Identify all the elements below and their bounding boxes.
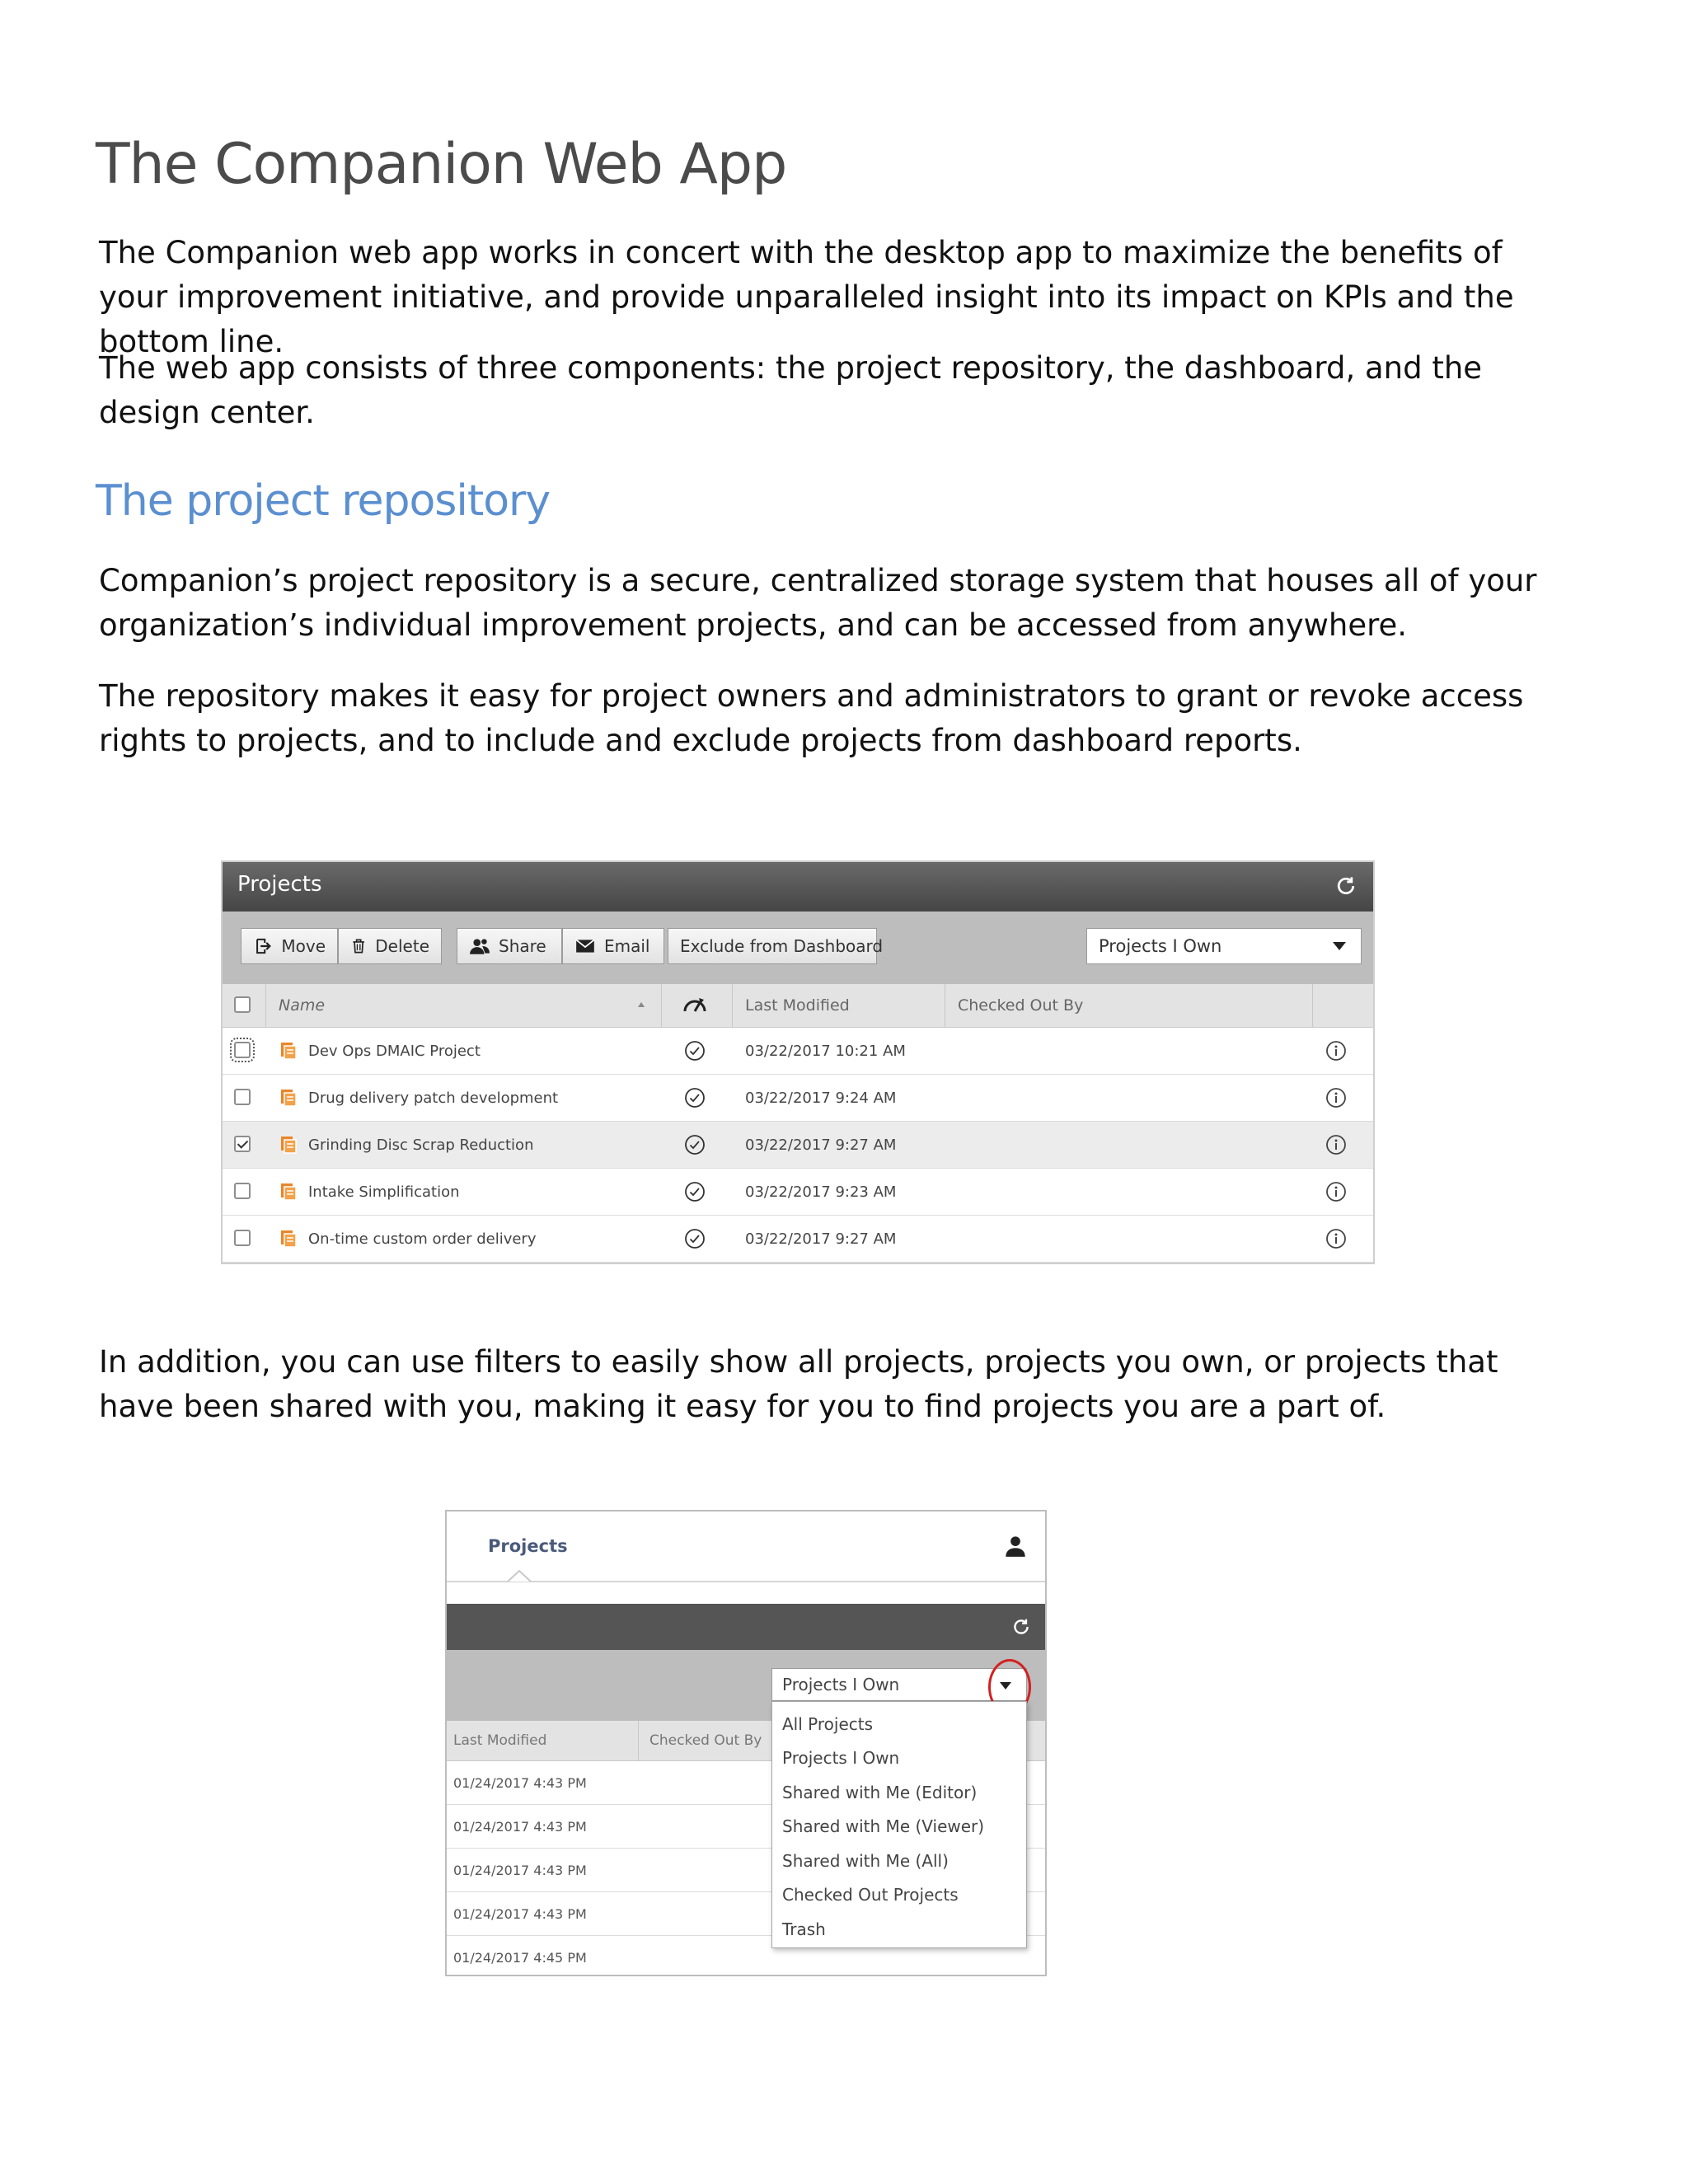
last-modified-cell: 03/22/2017 10:21 AM — [745, 1042, 906, 1060]
projects-screenshot — [221, 860, 1375, 1264]
project-file-icon — [279, 1229, 298, 1249]
checked-in-icon — [684, 1087, 706, 1108]
delete-label: Delete — [375, 936, 429, 956]
row-checkbox[interactable] — [234, 1230, 251, 1246]
filters-paragraph: In addition, you can use filters to easily show all projects, projects you own, or projects that have been shared with you, making it easy for you to find projects you are a part of. — [99, 1344, 1498, 1424]
exclude-label: Exclude from Dashboard — [680, 936, 884, 956]
menu-item-checked-out[interactable]: Checked Out Projects — [782, 1885, 959, 1905]
table-header-row — [223, 984, 1373, 1028]
menu-item-shared-editor[interactable]: Shared with Me (Editor) — [782, 1782, 978, 1802]
last-modified-cell: 03/22/2017 9:23 AM — [745, 1183, 897, 1201]
table-row[interactable] — [223, 1122, 1373, 1169]
share-button[interactable] — [457, 928, 562, 964]
row-checkbox[interactable] — [234, 1136, 251, 1152]
last-modified-cell: 01/24/2017 4:43 PM — [453, 1774, 587, 1791]
top-nav — [447, 1511, 1045, 1582]
components-paragraph: The web app consists of three components: the project repository, the dashboard, and the design center. — [99, 350, 1483, 430]
project-file-icon — [279, 1088, 298, 1108]
repository-paragraph-1: Companion’s project repository is a secure, centralized storage system that houses all of your organization’s individual improvement projects, and can be accessed from anywhere. — [99, 563, 1537, 643]
email-label: Email — [604, 936, 650, 956]
table-row[interactable] — [223, 1028, 1373, 1075]
info-icon[interactable] — [1325, 1228, 1347, 1249]
envelope-icon — [574, 935, 596, 957]
checkin-status-column-icon — [682, 995, 707, 1016]
column-checked-out-by[interactable]: Checked Out By — [958, 996, 1084, 1015]
page-title: The Companion Web App — [96, 132, 787, 197]
filter-dropdown-menu — [771, 1701, 1027, 1948]
filter-dropdown-screenshot — [445, 1510, 1047, 1976]
checked-in-icon — [684, 1181, 706, 1202]
chevron-down-icon — [1333, 942, 1346, 950]
project-filter-select[interactable] — [771, 1668, 1027, 1701]
checked-in-icon — [684, 1134, 706, 1155]
column-last-modified[interactable]: Last Modified — [453, 1732, 547, 1749]
project-name[interactable]: Intake Simplification — [308, 1183, 460, 1201]
info-icon[interactable] — [1325, 1040, 1347, 1062]
share-users-icon — [469, 935, 490, 957]
project-file-icon — [279, 1182, 298, 1202]
menu-item-shared-all[interactable]: Shared with Me (All) — [782, 1850, 949, 1871]
move-icon — [253, 935, 273, 957]
last-modified-cell: 01/24/2017 4:45 PM — [453, 1949, 587, 1966]
project-name[interactable]: Grinding Disc Scrap Reduction — [308, 1136, 534, 1154]
menu-item-all-projects[interactable]: All Projects — [782, 1713, 873, 1734]
last-modified-cell: 03/22/2017 9:24 AM — [745, 1089, 897, 1107]
trash-icon — [350, 935, 367, 957]
project-file-icon — [279, 1135, 298, 1155]
last-modified-cell: 01/24/2017 4:43 PM — [453, 1905, 587, 1922]
project-name[interactable]: Dev Ops DMAIC Project — [308, 1042, 481, 1060]
project-file-icon — [279, 1041, 298, 1061]
info-icon[interactable] — [1325, 1134, 1347, 1155]
menu-item-trash[interactable]: Trash — [782, 1919, 826, 1939]
intro-paragraph: The Companion web app works in concert with the desktop app to maximize the benefits of your improvement initiative, and provide unparalleled insight into its impact on KPIs and the bottom line. — [99, 235, 1514, 359]
sort-asc-icon[interactable] — [636, 1001, 646, 1009]
move-button[interactable] — [241, 928, 338, 964]
row-checkbox[interactable] — [234, 1089, 251, 1105]
projects-table — [223, 984, 1373, 1263]
refresh-icon[interactable] — [1010, 1616, 1032, 1638]
column-last-modified[interactable]: Last Modified — [745, 996, 850, 1015]
table-row[interactable] — [223, 1169, 1373, 1216]
email-button[interactable] — [562, 928, 664, 964]
row-checkbox[interactable] — [234, 1183, 251, 1199]
refresh-icon[interactable] — [1334, 874, 1358, 898]
projects-header-bar — [223, 862, 1373, 912]
last-modified-cell: 01/24/2017 4:43 PM — [453, 1818, 587, 1835]
move-label: Move — [281, 936, 326, 956]
repository-paragraph-2: The repository makes it easy for project owners and administrators to grant or revoke access rights to projects, and to include and exclude projects from dashboard reports. — [99, 678, 1524, 758]
info-icon[interactable] — [1325, 1087, 1347, 1108]
project-name[interactable]: Drug delivery patch development — [308, 1089, 559, 1107]
delete-button[interactable] — [338, 928, 442, 964]
project-filter-value: Projects I Own — [1099, 936, 1222, 956]
menu-item-shared-viewer[interactable]: Shared with Me (Viewer) — [782, 1816, 985, 1837]
projects-header-title: Projects — [237, 872, 322, 897]
user-icon[interactable] — [1004, 1535, 1027, 1558]
nav-tab-projects[interactable]: Projects — [488, 1536, 568, 1556]
last-modified-cell: 03/22/2017 9:27 AM — [745, 1230, 897, 1248]
table-row[interactable] — [223, 1216, 1373, 1263]
share-label: Share — [499, 936, 546, 956]
table-row[interactable] — [223, 1075, 1373, 1122]
last-modified-cell: 03/22/2017 9:27 AM — [745, 1136, 897, 1154]
project-filter-value: Projects I Own — [782, 1675, 900, 1694]
projects-toolbar — [223, 912, 1373, 985]
menu-item-projects-i-own[interactable]: Projects I Own — [782, 1748, 900, 1769]
last-modified-cell: 01/24/2017 4:43 PM — [453, 1862, 587, 1878]
projects-header-bar — [447, 1604, 1045, 1650]
project-name[interactable]: On-time custom order delivery — [308, 1230, 537, 1248]
row-checkbox[interactable] — [234, 1042, 251, 1058]
column-name[interactable]: Name — [279, 996, 326, 1015]
active-tab-pointer-icon — [508, 1569, 531, 1582]
section-title: The project repository — [96, 476, 551, 526]
project-filter-select[interactable] — [1086, 928, 1362, 964]
checked-in-icon — [684, 1228, 706, 1249]
checked-in-icon — [684, 1040, 706, 1062]
column-checked-out-by[interactable]: Checked Out By — [649, 1732, 762, 1749]
exclude-from-dashboard-button[interactable] — [668, 928, 884, 964]
select-all-checkbox[interactable] — [234, 996, 251, 1013]
info-icon[interactable] — [1325, 1181, 1347, 1202]
